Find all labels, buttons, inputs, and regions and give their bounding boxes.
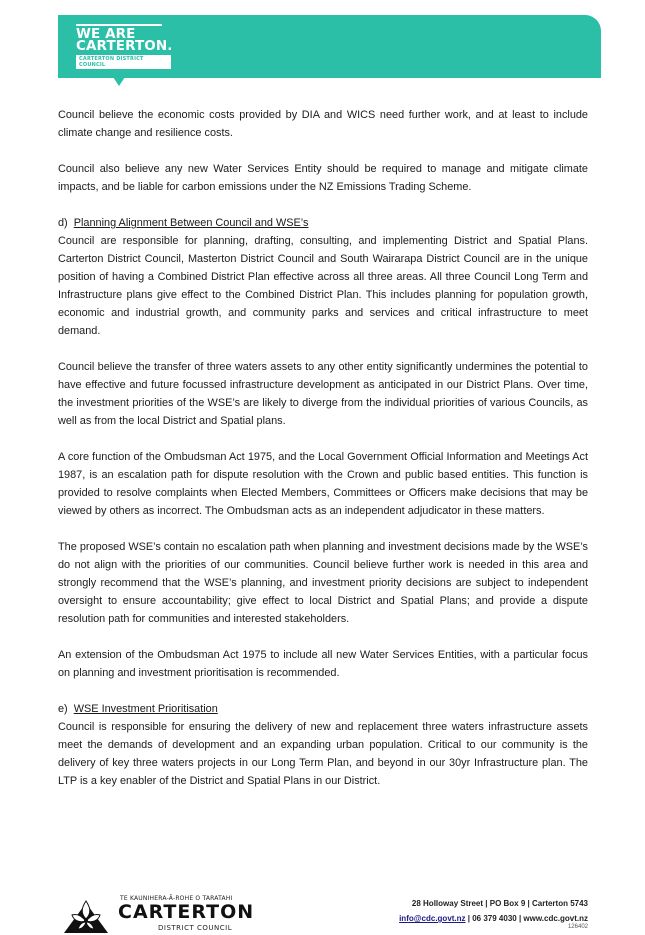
- flower-emblem-icon: [58, 895, 114, 935]
- paragraph: The proposed WSE’s contain no escalation path when planning and investment decisions made by the WSE’s do not align with the priorities of our communities. Council believe further work is needed in this area and strongly recommend that the WSE’s planning, and investment priority decisions are subject to independent oversight to ensure accountability; give effect to local District and Spatial Plans; and provide a dispute resolution path for communities and interested stakeholders.: [58, 541, 588, 625]
- header-logo: [76, 24, 171, 71]
- email-link[interactable]: info@cdc.govt.nz: [399, 914, 466, 923]
- document-id: 126402: [567, 924, 588, 930]
- section-heading-d: [58, 214, 588, 232]
- logo-subtitle: CARTERTON DISTRICT COUNCIL: [76, 55, 171, 69]
- paragraph: Council are responsible for planning, drafting, consulting, and implementing District and Spatial Plans. Carterton District Council, Masterton District Council and South Wairarapa District Council are in the unique position of having a Combined District Plan effective across all three areas. All three Council Long Term and Infrastructure plans give effect to the Combined District Plan. This includes planning for population growth, economic and industrial growth, and community parks and services and critical infrastructure to meet demand.: [58, 235, 588, 337]
- paragraph: An extension of the Ombudsman Act 1975 to include all new Water Services Entities, with a particular focus on planning and investment prioritisation is recommended.: [58, 649, 588, 679]
- paragraph: Council is responsible for ensuring the delivery of new and replacement three waters infrastructure assets meet the demands of development and an expanding urban population. Critical to our community is the delivery of key three waters projects in our Long Term Plan, and beyond in our 30yr Infrastructure plan. The LTP is a key enabler of the District and Spatial Plans in our District.: [58, 721, 588, 787]
- footer-contact: [399, 896, 588, 926]
- banner-pointer: [113, 77, 125, 86]
- document-body: [58, 106, 588, 790]
- section-heading-e: [58, 700, 588, 718]
- council-name: CARTERTON: [118, 901, 255, 923]
- footer-logo: [58, 893, 258, 934]
- section-title: Planning Alignment Between Council and WSE’s: [73, 217, 309, 229]
- council-subname: DISTRICT COUNCIL: [158, 924, 233, 932]
- section-title: WSE Investment Prioritisation: [73, 703, 218, 715]
- paragraph: Council believe the transfer of three waters assets to any other entity significantly undermines the potential to have effective and future focussed infrastructure development as anticipated in our District Plans. Over time, the investment priorities of the WSE’s are likely to diverge from the individual priorities of various Councils, as well as from the local District and Spatial plans.: [58, 361, 588, 427]
- paragraph: Council believe the economic costs provided by DIA and WICS need further work, and at least to include climate change and resilience costs.: [58, 109, 588, 139]
- maori-name: TE KAUNIHERA-Ā-ROHE O TARATAHI: [120, 895, 233, 902]
- paragraph: A core function of the Ombudsman Act 1975, and the Local Government Official Information and Meetings Act 1987, is an escalation path for dispute resolution with the Crown and public based entities. This function is provided to resolve complaints when Elected Members, Committees or Officers make decisions that may be viewed by others as incorrect. The Ombudsman acts as an independent adjudicator in these matters.: [58, 451, 588, 517]
- footer-address: 28 Holloway Street | PO Box 9 | Carterton 5743: [411, 899, 588, 908]
- paragraph: Council also believe any new Water Services Entity should be required to manage and mitigate climate impacts, and be liable for carbon emissions under the NZ Emissions Trading Scheme.: [58, 163, 588, 193]
- contact-rest: | 06 379 4030 | www.cdc.govt.nz: [465, 914, 588, 923]
- section-label: d): [58, 217, 68, 229]
- footer-contact-line: [399, 911, 588, 926]
- logo-line-2: CARTERTON.: [76, 37, 173, 54]
- logo-line-1: WE ARE: [76, 25, 136, 42]
- section-label: e): [58, 703, 68, 715]
